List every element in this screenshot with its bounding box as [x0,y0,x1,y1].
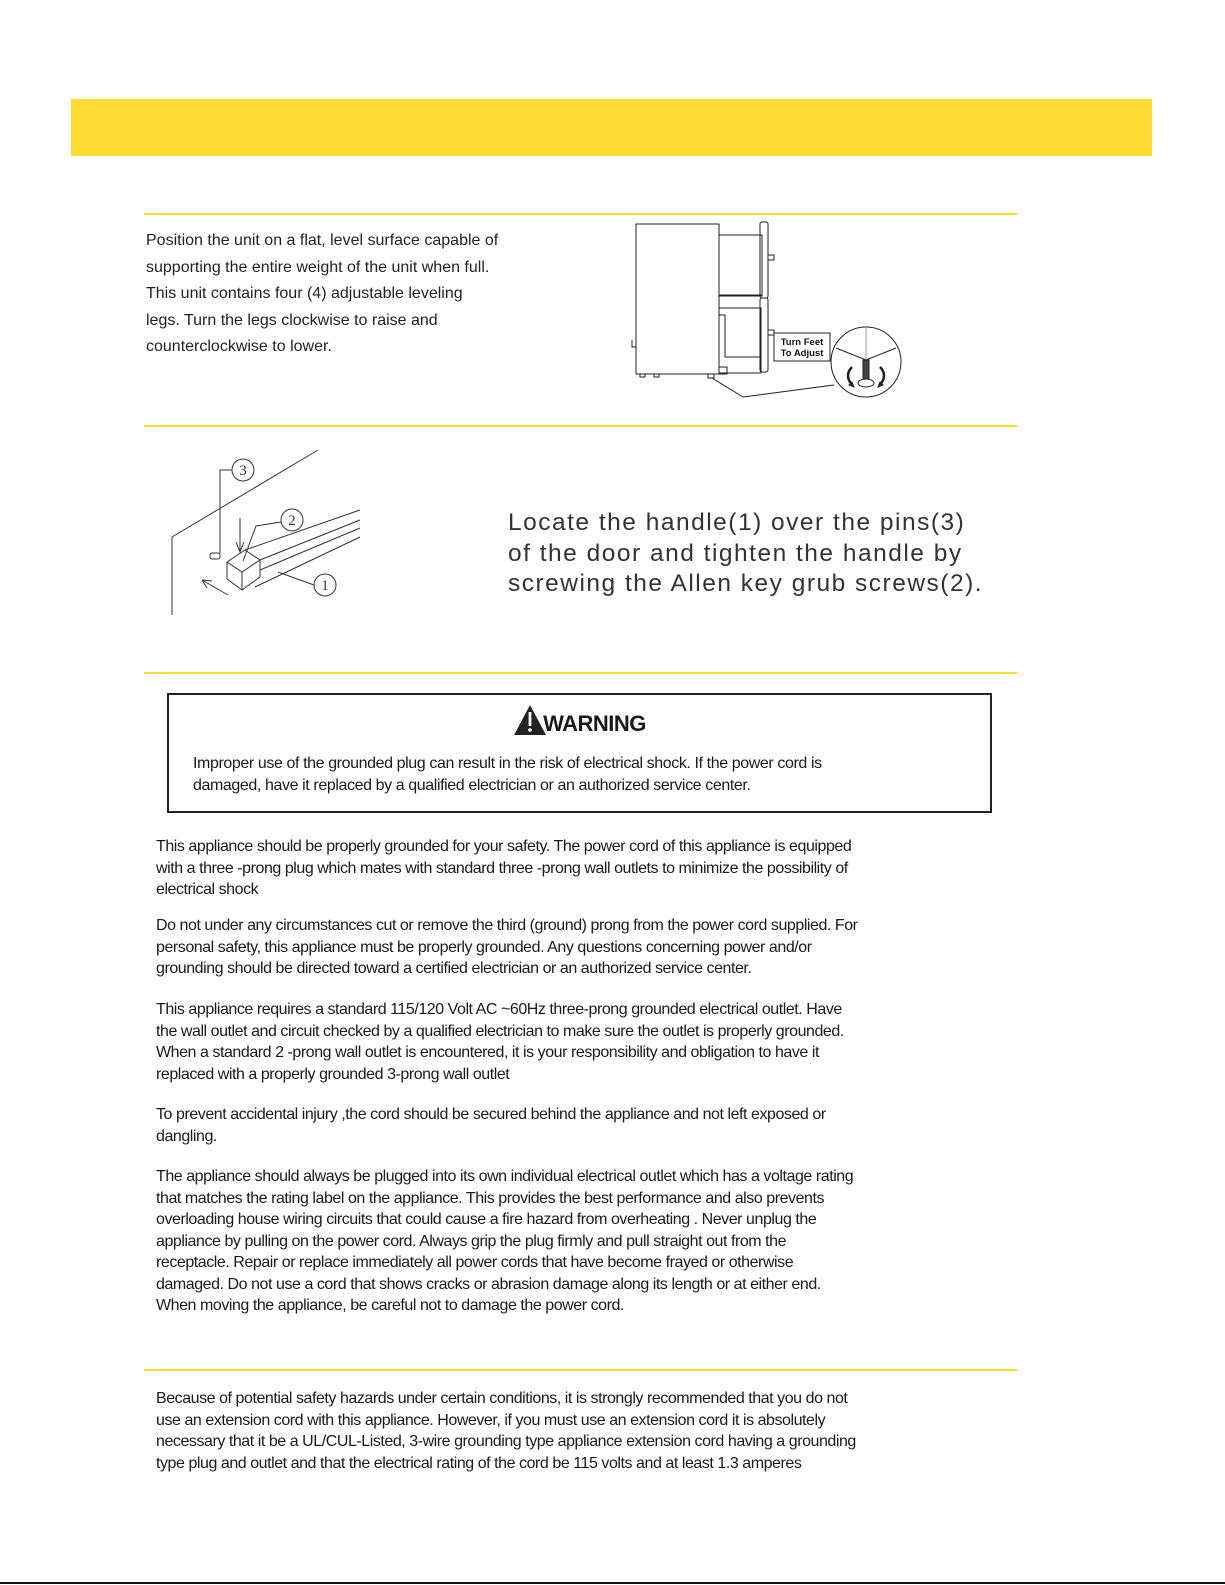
text-line: grounding should be directed toward a certified electrician or an authorized service center. [156,960,752,977]
text-line: When a standard 2 -prong wall outlet is encountered, it is your responsibility and obligation to have it [156,1044,819,1061]
text-line: type plug and outlet and that the electrical rating of the cord be 115 volts and at least 1.3 amperes [156,1454,802,1472]
section-divider [144,1369,1017,1371]
text-line: This appliance requires a standard 115/120 Volt AC ~60Hz three-prong grounded electrical outlet. Have [156,1001,842,1018]
callout-3 [220,459,254,553]
warning-box [167,693,992,813]
handle-installation-diagram [160,440,380,630]
text-line: This unit contains four (4) adjustable leveling [146,285,463,302]
text-line: use an extension cord with this appliance. However, if you must use an extension cord it is absolutely [156,1411,826,1429]
cord-securing-paragraph [156,1104,1026,1147]
text-line: screwing the Allen key grub screws(2). [508,570,984,597]
warning-title: WARNING [543,711,646,736]
text-line: appliance by pulling on the power cord. Always grip the plug firmly and pull straight out from the [156,1232,787,1250]
warning-triangle-icon [513,703,547,737]
text-line: electrical shock [156,881,259,898]
text-line: Locate the handle(1) over the pins(3) [508,509,966,536]
callout-number: 3 [239,463,247,479]
pin-icon [210,553,220,559]
handle-instructions [508,508,1028,600]
page-bottom-border [0,1582,1225,1584]
adjust-label-line: Turn Feet [780,337,824,348]
section-divider [144,672,1017,674]
text-line: the wall outlet and circuit checked by a qualified electrician to make sure the outlet is properly grounded. [156,1022,844,1040]
adjust-label-line: To Adjust [780,348,824,359]
adjust-label-box [774,333,830,361]
text-line: supporting the entire weight of the unit when full. [146,258,490,276]
text-line: Improper use of the grounded plug can result in the risk of electrical shock. If the power cord is [193,755,822,772]
down-arrow-icon [236,518,244,552]
text-line: receptacle. Repair or replace immediately all power cords that have become frayed or otherwise [156,1254,794,1271]
appliance-side-view [632,222,774,378]
text-line: personal safety, this appliance must be properly grounded. Any questions concerning power and/or [156,938,812,956]
header-band [71,99,1152,156]
text-line: legs. Turn the legs clockwise to raise and [146,311,438,329]
callout-number: 2 [288,513,296,529]
foot-detail-icon [831,327,901,397]
text-line: This appliance should be properly grounded for your safety. The power cord of this appliance is equipped [156,838,852,855]
callout-number: 1 [321,578,329,594]
warning-heading [169,703,990,737]
text-line: counterclockwise to lower. [146,338,332,355]
outlet-requirement-paragraph [156,999,1026,1085]
text-line: of the door and tighten the handle by [508,539,963,567]
text-line: that matches the rating label on the appliance. This provides the best performance and also prevents [156,1189,825,1207]
leveling-legs-diagram [620,215,920,405]
grounding-paragraph [156,836,1026,901]
text-line: damaged. Do not use a cord that shows cracks or abrasion damage along its length or at either end. [156,1275,821,1293]
text-line: replaced with a properly grounded 3-prong wall outlet [156,1065,510,1083]
callout-1 [278,572,336,596]
text-line: necessary that it be a UL/CUL-Listed, 3-wire grounding type appliance extension cord having a grounding [156,1433,856,1450]
text-line: Because of potential safety hazards under certain conditions, it is strongly recommended that you do not [156,1390,848,1407]
text-line: Position the unit on a flat, level surface capable of [146,232,499,249]
text-line: The appliance should always be plugged into its own individual electrical outlet which has a voltage rating [156,1168,854,1185]
leveling-instructions [146,228,586,361]
ground-prong-paragraph [156,915,1026,980]
callout-2 [243,509,303,561]
warning-text [193,753,983,797]
text-line: with a three -prong plug which mates with standard three -prong wall outlets to minimize the possibility of [156,859,848,877]
direction-arrow-icon [202,580,228,595]
text-line: dangling. [156,1127,217,1145]
leader-line [712,378,834,397]
text-line: overloading house wiring circuits that could cause a fire hazard from overheating . Never unplug the [156,1211,817,1228]
text-line: damaged, have it replaced by a qualified electrician or an authorized service center. [193,777,751,794]
section-divider [144,425,1017,427]
text-line: Do not under any circumstances cut or remove the third (ground) prong from the power cord supplied. For [156,917,858,934]
individual-outlet-paragraph [156,1166,1026,1317]
text-line: When moving the appliance, be careful not to damage the power cord. [156,1297,624,1314]
text-line: To prevent accidental injury ,the cord should be secured behind the appliance and not left exposed or [156,1106,826,1123]
extension-cord-paragraph [156,1388,1026,1474]
